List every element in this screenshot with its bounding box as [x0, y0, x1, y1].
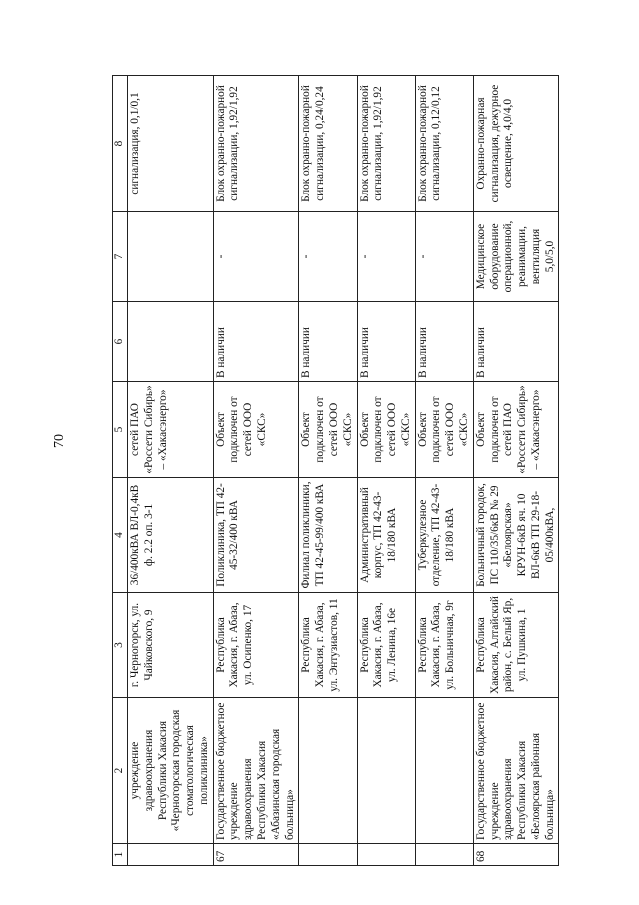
- row-number: 67: [213, 844, 299, 866]
- power-supply-cell: Поликлиника, ТП 42-45-32/400 кВА: [213, 478, 299, 593]
- power-supply-cell: Административный корпус, ТП 42-43-18/180 кВА: [357, 478, 415, 593]
- address-cell: Республика Хакасия, г. Абаза, ул. Больничная, 9г: [415, 593, 473, 698]
- systems-cell: Блок охранно-пожарной сигнализации, 0,12/0,12: [415, 76, 473, 212]
- row-number: [415, 844, 473, 866]
- equipment-cell: [128, 212, 214, 302]
- column-number-row: [113, 76, 128, 866]
- availability-cell: В наличии: [415, 302, 473, 382]
- availability-cell: В наличии: [299, 302, 357, 382]
- table-row: [213, 76, 299, 866]
- equipment-cell: -: [213, 212, 299, 302]
- address-cell: Республика Хакасия, г. Абаза, ул. Осипенко, 17: [213, 593, 299, 698]
- table-row: [415, 76, 473, 866]
- power-supply-cell: Филиал поликлиники, ТП 42-45-99/400 кВА: [299, 478, 357, 593]
- institution-name: учреждение здравоохранения Республики Хакасия «Черногорская городская стоматологическая поликлиника»: [128, 698, 214, 844]
- power-supply-cell: Туберкулезное отделение, ТП 42-43-18/180 кВА: [415, 478, 473, 593]
- column-number: 2: [113, 698, 128, 844]
- table-row: [357, 76, 415, 866]
- availability-cell: В наличии: [213, 302, 299, 382]
- address-cell: Республика Хакасия, Алтайский район, с. Белый Яр, ул. Пушкина, 1: [473, 593, 559, 698]
- equipment-cell: -: [299, 212, 357, 302]
- column-number: 1: [113, 844, 128, 866]
- page-number: 70: [52, 434, 67, 448]
- facilities-table: [112, 75, 559, 866]
- table-row: [128, 76, 214, 866]
- row-number: 68: [473, 844, 559, 866]
- connection-cell: Объект подключен от сетей ООО «СКС»: [415, 382, 473, 478]
- systems-cell: Блок охранно-пожарной сигнализации, 1,92/1,92: [357, 76, 415, 212]
- rotated-table-container: [112, 76, 556, 866]
- equipment-cell: Медицинское оборудование операционной, реанимации, вентиляция 5,0/5,0: [473, 212, 559, 302]
- column-number: 5: [113, 382, 128, 478]
- equipment-cell: -: [357, 212, 415, 302]
- column-number: 8: [113, 76, 128, 212]
- equipment-cell: -: [415, 212, 473, 302]
- connection-cell: Объект подключен от сетей ООО «СКС»: [357, 382, 415, 478]
- availability-cell: [128, 302, 214, 382]
- row-number: [128, 844, 214, 866]
- column-number: 7: [113, 212, 128, 302]
- systems-cell: Охранно-пожарная сигнализация, дежурное освещение, 4,0/4,0: [473, 76, 559, 212]
- connection-cell: Объект подключен от сетей ПАО «Россети Сибирь» – «Хакасэнерго»: [473, 382, 559, 478]
- availability-cell: В наличии: [357, 302, 415, 382]
- availability-cell: В наличии: [473, 302, 559, 382]
- connection-cell: Объект подключен от сетей ООО «СКС»: [299, 382, 357, 478]
- systems-cell: сигнализация, 0,1/0,1: [128, 76, 214, 212]
- institution-name: Государственное бюджетное учреждение здравоохранения Республики Хакасия «Абазинская городская больница»: [213, 698, 299, 844]
- row-number: [357, 844, 415, 866]
- connection-cell: сетей ПАО «Россети Сибирь» – «Хакасэнерго»: [128, 382, 214, 478]
- institution-name: [357, 698, 415, 844]
- column-number: 3: [113, 593, 128, 698]
- institution-name: [299, 698, 357, 844]
- power-supply-cell: 36/400кВА ВЛ-0,4кВ ф. 2.2 оп. 3-1: [128, 478, 214, 593]
- systems-cell: Блок охранно-пожарной сигнализации, 1,92/1,92: [213, 76, 299, 212]
- table-row: [473, 76, 559, 866]
- row-number: [299, 844, 357, 866]
- systems-cell: Блок охранно-пожарной сигнализации, 0,24/0,24: [299, 76, 357, 212]
- power-supply-cell: Больничный городок, ПС 110/35/6кВ № 29 «Белоярская» КРУН-6кВ яч. 10 ВЛ-6кВ ТП 29-18-05/400кВА,: [473, 478, 559, 593]
- column-number: 4: [113, 478, 128, 593]
- connection-cell: Объект подключен от сетей ООО «СКС»: [213, 382, 299, 478]
- table-row: [299, 76, 357, 866]
- institution-name: [415, 698, 473, 844]
- column-number: 6: [113, 302, 128, 382]
- address-cell: Республика Хакасия, г. Абаза, ул. Энтузиастов, 11: [299, 593, 357, 698]
- address-cell: Республика Хакасия, г. Абаза, ул. Ленина, 16е: [357, 593, 415, 698]
- institution-name: Государственное бюджетное учреждение здравоохранения Республики Хакасия «Белоярская районная больница»: [473, 698, 559, 844]
- address-cell: г. Черногорск, ул. Чайковского, 9: [128, 593, 214, 698]
